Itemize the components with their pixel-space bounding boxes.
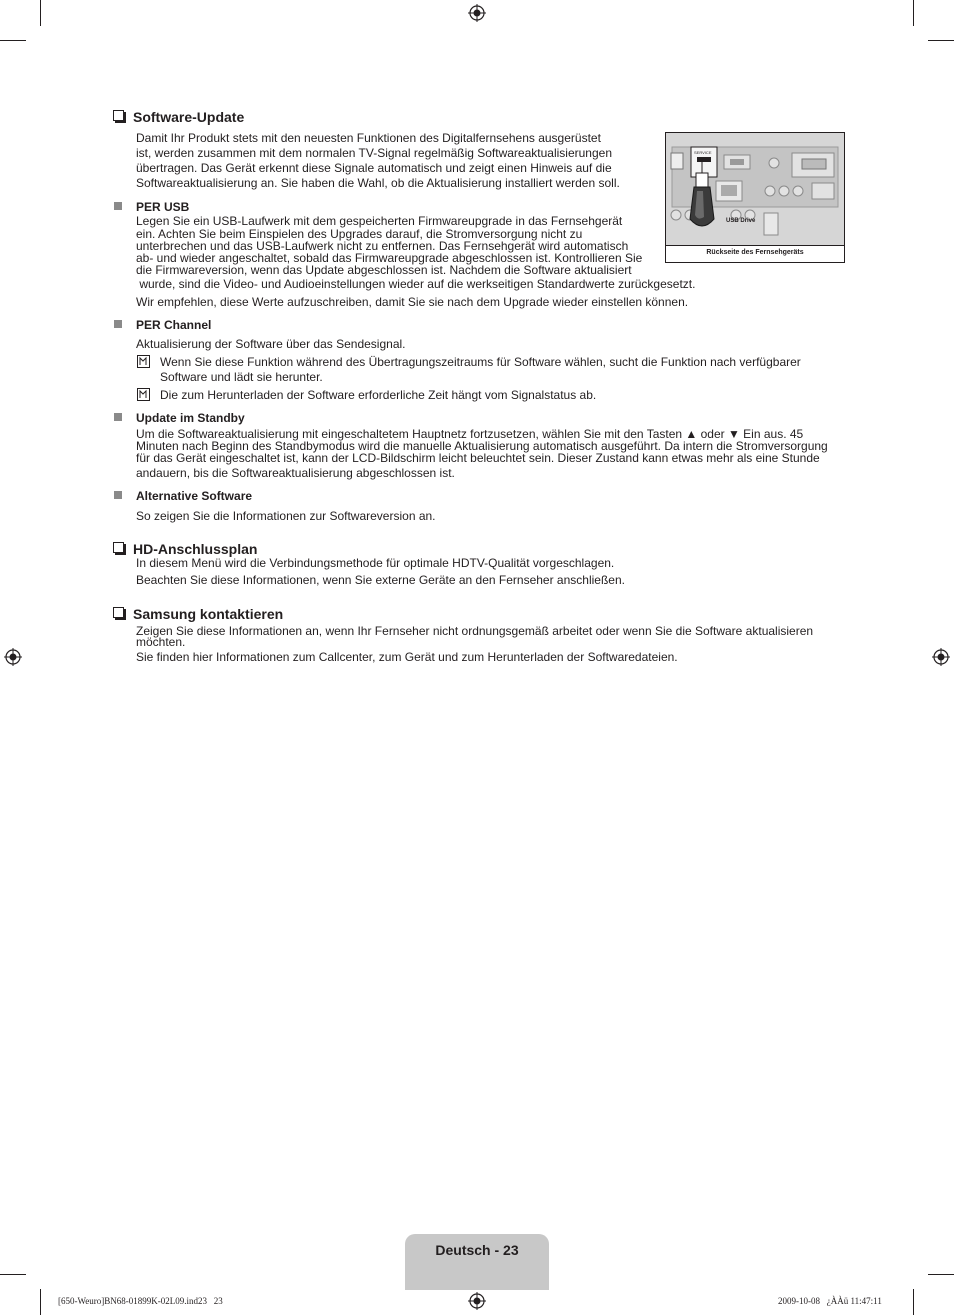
checkbox-bullet-icon — [113, 542, 124, 553]
section-heading-samsung: Samsung kontaktieren — [113, 606, 283, 622]
per-usb-line: ein. Achten Sie beim Einspielen des Upgrades darauf, die Stromversorgung nicht zu — [136, 227, 583, 241]
registration-mark-icon — [468, 4, 486, 22]
subsection-title-alternative: Alternative Software — [114, 489, 252, 503]
crop-mark — [928, 40, 954, 41]
crop-mark — [0, 40, 26, 41]
square-bullet-icon — [114, 413, 122, 421]
samsung-line: Sie finden hier Informationen zum Callcenter, zum Gerät und zum Herunterladen der Softwaredateien. — [136, 650, 678, 664]
tv-back-panel-figure — [665, 132, 845, 263]
page-number: Deutsch - 23 — [435, 1242, 519, 1258]
samsung-line: Zeigen Sie diese Informationen an, wenn Ihr Fernseher nicht ordnungsgemäß arbeitet oder wenn Sie die Software aktualisieren — [136, 624, 814, 638]
crop-mark — [928, 1274, 954, 1275]
registration-mark-icon — [932, 648, 950, 666]
figure-caption: Rückseite des Fernsehgeräts — [706, 249, 804, 256]
standby-line: Minuten nach Beginn des Standbymodus wird die manuelle Aktualisierung automatisch ausgeführt. Da intern die Stromversorgung — [136, 439, 828, 453]
intro-line: ist, werden zusammen mit dem normalen TV-Signal regelmäßig Softwareaktualisierungen — [136, 146, 612, 160]
square-bullet-icon — [114, 491, 122, 499]
crop-mark — [913, 0, 914, 26]
per-usb-after: Wir empfehlen, diese Werte aufzuschreiben, damit Sie sie nach dem Upgrade wieder einstellen können. — [136, 295, 689, 309]
per-usb-line: Legen Sie ein USB-Laufwerk mit dem gespeicherten Firmwareupgrade in das Fernsehgerät — [136, 214, 623, 228]
hd-plan-line: In diesem Menü wird die Verbindungsmethode für optimale HDTV-Qualität vorgeschlagen. — [136, 556, 615, 570]
per-channel-line: Aktualisierung der Software über das Sendesignal. — [136, 337, 406, 351]
per-usb-line: unterbrechen und das USB-Laufwerk nicht zu entfernen. Das Fernsehgerät wird automatisch — [136, 239, 629, 253]
per-usb-line: die Firmwareversion, wenn das Update abgeschlossen ist. Nachdem die Software aktualisiert — [136, 263, 632, 277]
svg-text:USB Drive: USB Drive — [726, 218, 756, 224]
square-bullet-icon — [114, 202, 122, 210]
print-slug-left: [650-Weuro]BN68-01899K-02L09.ind23 23 — [58, 1296, 223, 1306]
tv-back-panel-illustration — [666, 133, 844, 245]
intro-line: übertragen. Das Gerät erkennt diese Signale automatisch und zeigt einen Hinweis auf die — [136, 161, 612, 175]
registration-mark-icon — [4, 648, 22, 666]
standby-line: für das Gerät eingeschaltet ist, kann der LCD-Bildschirm leicht beleuchtet sein. Dieser Zustand kann etwas mehr als eine Stunde — [136, 451, 820, 465]
note-line: Die zum Herunterladen der Software erforderliche Zeit hängt vom Signalstatus ab. — [160, 388, 597, 402]
print-slug-right: 2009-10-08 ¿ÀÀü 11:47:11 — [778, 1296, 882, 1306]
checkbox-bullet-icon — [113, 110, 124, 121]
section-heading-software-update: Software-Update — [113, 109, 244, 125]
crop-mark — [40, 0, 41, 26]
note-line: Wenn Sie diese Funktion während des Übertragungszeitraums für Software wählen, sucht die Funktion nach verfügbarer — [160, 355, 801, 369]
crop-mark — [0, 1274, 26, 1275]
registration-mark-icon — [468, 1292, 486, 1310]
standby-line: andauern, bis die Softwareaktualisierung abgeschlossen ist. — [136, 466, 455, 480]
svg-text:SERVICE: SERVICE — [694, 150, 712, 155]
hd-plan-line: Beachten Sie diese Informationen, wenn Sie externe Geräte an den Fernseher anschließen. — [136, 573, 625, 587]
per-usb-line: ab- und wieder angeschaltet, sobald das Firmwareupgrade abgeschlossen ist. Kontrollieren Sie — [136, 251, 643, 265]
standby-line: Um die Softwareaktualisierung mit eingeschaltetem Hauptnetz fortzusetzen, wählen Sie mit den Tasten ▲ oder ▼ Ein aus. 45 — [136, 427, 804, 441]
subsection-title-standby: Update im Standby — [114, 411, 245, 425]
note-icon — [137, 388, 150, 401]
crop-mark — [913, 1289, 914, 1315]
note-line: Software und lädt sie herunter. — [160, 370, 323, 384]
note-icon — [137, 355, 150, 368]
subsection-title-per-usb: PER USB — [114, 200, 189, 214]
intro-line: Softwareaktualisierung an. Sie haben die Wahl, ob die Aktualisierung installiert werden soll. — [136, 176, 620, 190]
section-heading-hd-plan: HD-Anschlussplan — [113, 541, 257, 557]
subsection-title-per-channel: PER Channel — [114, 318, 211, 332]
per-usb-line: wurde, sind die Video- und Audioeinstellungen wieder auf die werkseitigen Standardwerte zurückgesetzt. — [136, 277, 696, 291]
checkbox-bullet-icon — [113, 607, 124, 618]
samsung-line: möchten. — [136, 635, 186, 649]
alternative-line: So zeigen Sie die Informationen zur Softwareversion an. — [136, 509, 436, 523]
intro-line: Damit Ihr Produkt stets mit den neuesten Funktionen des Digitalfernsehens ausgerüstet — [136, 131, 601, 145]
crop-mark — [40, 1289, 41, 1315]
square-bullet-icon — [114, 320, 122, 328]
